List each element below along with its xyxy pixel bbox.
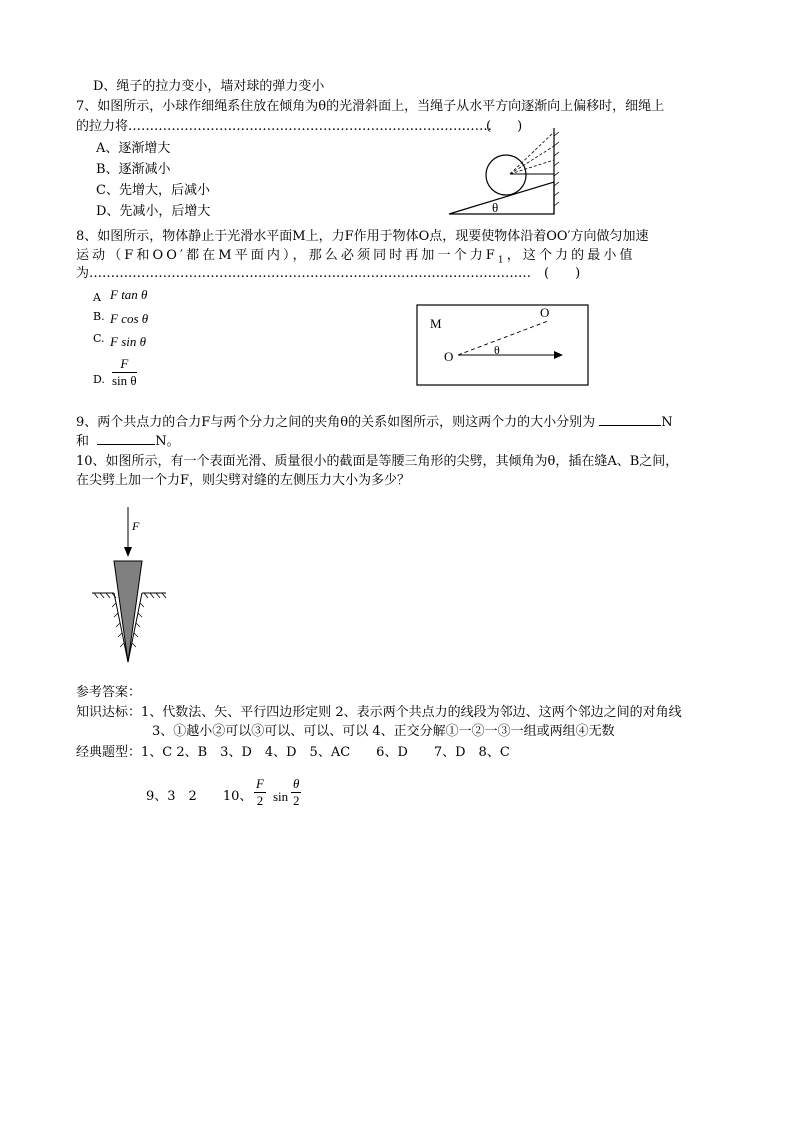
q8-figure-point-o-prime: O [540,305,550,320]
q7-option-a: A、逐渐增大 [96,141,171,156]
q10-stem-line2: 在尖劈上加一个力F，则尖劈对缝的左侧压力大小为多少？ [76,473,411,488]
q9-blank-2[interactable] [97,431,155,445]
q8-stem-line3: 为………………………………………………………………………………………… [76,266,531,281]
q8-stem-line1: 8、如图所示，物体静止于光滑水平面M上，力F作用于物体O点，现要使物体沿着OO′方向做匀加速 [76,229,649,244]
q7-stem-line1: 7、如图所示，小球作细绳系住放在倾角为θ的光滑斜面上，当绳子从水平方向逐渐向上偏移时，细绳上 [76,99,665,114]
answers-line2: 3、①越小②可以③可以、可以、可以 4、正交分解①一②一③一组或两组④无数 [152,724,615,739]
q8-option-c-expr: F sin θ [110,334,146,349]
q10-figure-force-label: F [132,519,140,533]
q10-wedge-figure [90,505,170,665]
answers-line4: 9、3 2 10、 [146,789,253,804]
q7-incline-figure [446,126,564,218]
answers-q10-fraction-theta: $\frac{\theta}{2}$ [292,776,300,808]
q6-option-d: D、绳子的拉力变小，墙对球的弹力变小 [93,79,325,94]
q7-option-b: B、逐渐减小 [96,162,171,177]
answers-line3: 经典题型：1、C 2、B 3、D 4、D 5、AC 6、D 7、D 8、C [76,745,510,760]
q7-option-c: C、先增大，后减小 [96,183,210,198]
q9-stem-line2: 和 N。 [76,431,180,451]
q8-figure-angle: θ [494,343,500,357]
q8-figure-point-o: O [444,349,454,364]
q8-stem-line2: 运动（F和OO′都在M平面内），那么必须同时再加一个力$F_1$，这个力的最小值 [76,248,636,266]
q7-figure-theta: θ [492,200,499,215]
q8-option-b-label: B. [93,310,105,323]
answers-line1: 知识达标：1、代数法、矢、平行四边形定则 2、表示两个共点力的线段为邻边、这两个邻边之间的对角线 [76,705,682,720]
q9-stem: 9、两个共点力的合力F与两个分力之间的夹角θ的关系如图所示，则这两个力的大小分别为 N [76,412,673,432]
answers-q10-sin: sin [273,789,289,804]
q9-blank-1[interactable] [599,412,661,426]
answers-q10-fraction-f: $\frac{F}{2}$ [256,776,264,808]
q8-plane-figure [416,304,590,388]
q7-stem-line2: 的拉力将………………………………………………………………………… [76,119,493,134]
q8-option-a-label: A [93,291,101,304]
q8-option-d-label: D. [93,373,105,386]
q7-answer-bracket: ( ) [486,119,523,134]
q7-option-d: D、先减小，后增大 [96,204,211,219]
q10-stem-line1: 10、如图所示，有一个表面光滑、质量很小的截面是等腰三角形的尖劈，其倾角为θ，插在缝A、B之间， [76,454,679,469]
q8-answer-bracket: ( ) [544,266,581,281]
q8-option-a-expr: F tan θ [110,287,148,302]
answers-heading: 参考答案： [76,685,142,700]
q8-option-d-fraction: $\frac{F}{\text{sin θ}}$ [112,356,137,388]
q8-figure-plane-label: M [430,316,442,331]
q8-option-b-expr: F cos θ [110,311,149,326]
q8-option-c-label: C. [93,332,105,345]
